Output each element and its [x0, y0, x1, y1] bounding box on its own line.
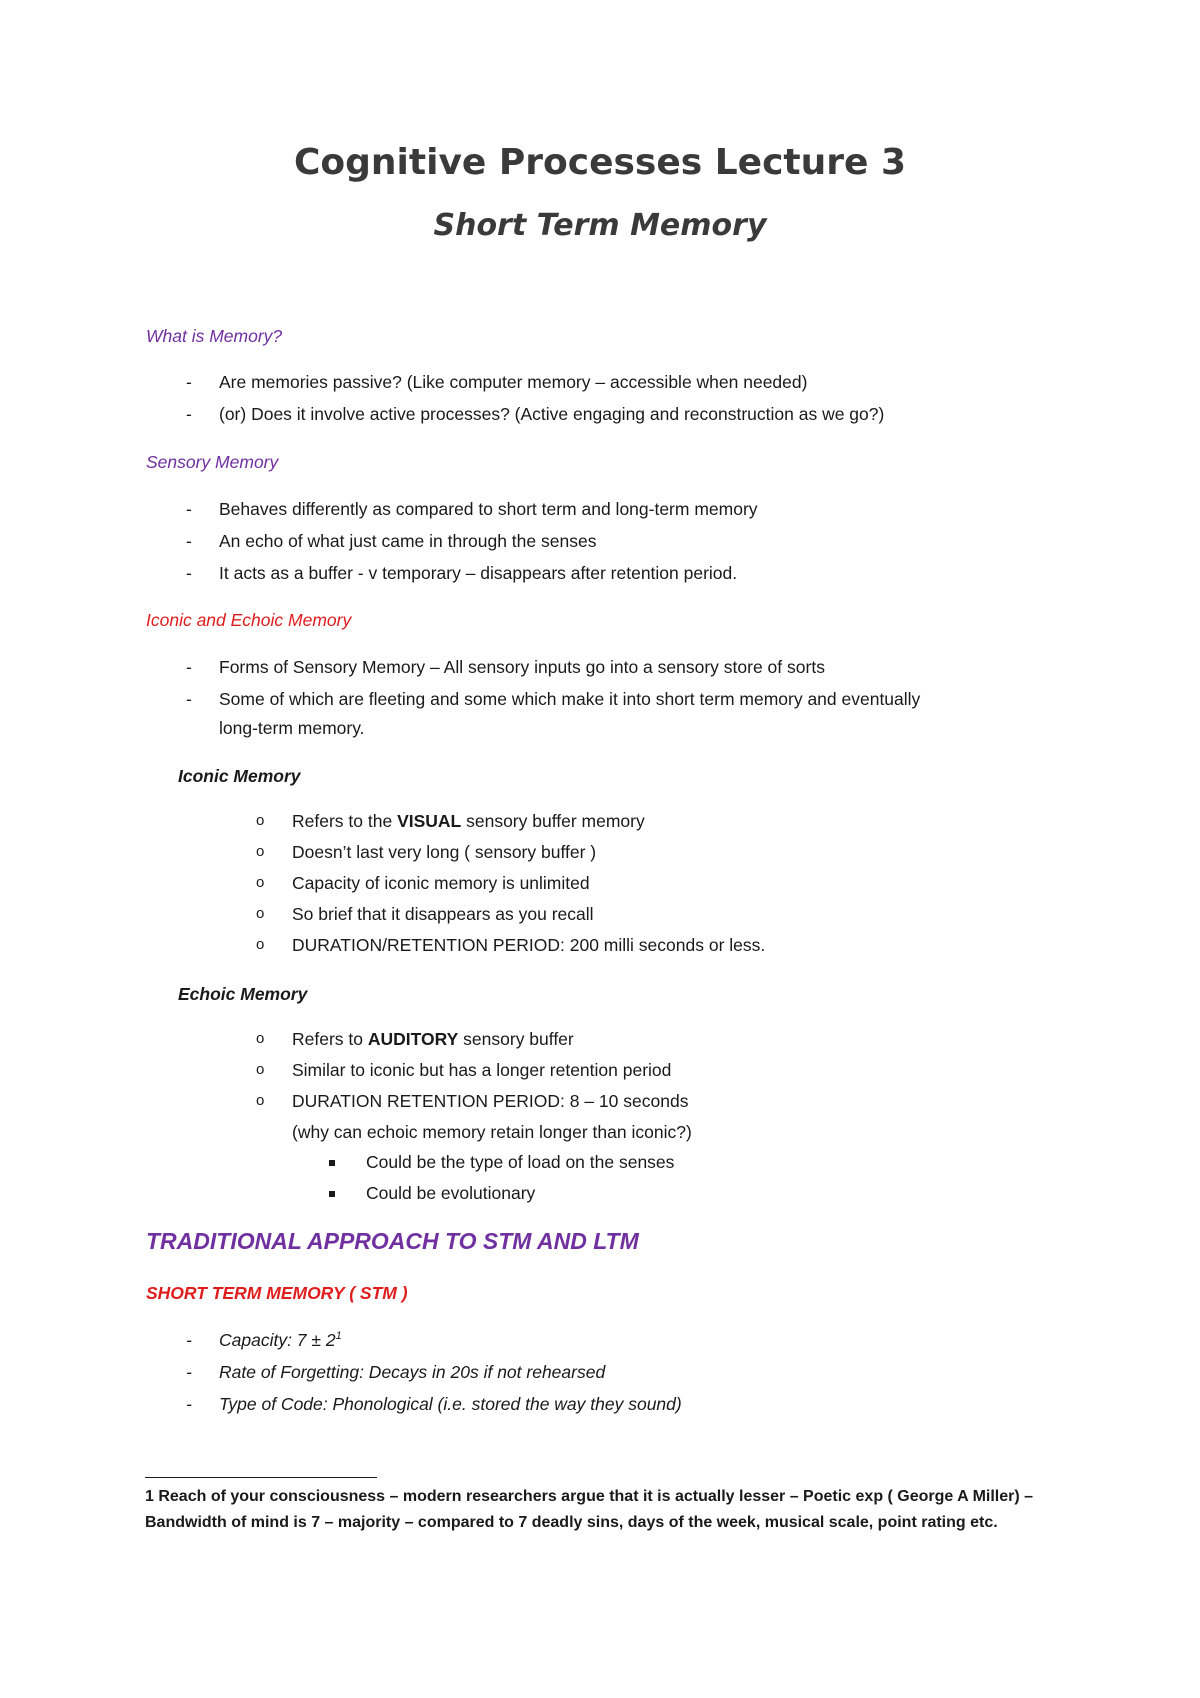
list-item-text: Type of Code: Phonological (i.e. stored the way they sound) — [219, 1394, 682, 1414]
circle-marker: o — [256, 1061, 265, 1078]
doc-title: Cognitive Processes Lecture 3 — [294, 142, 906, 183]
square-bullet — [329, 1160, 335, 1166]
dash-marker: - — [186, 404, 192, 424]
list-item-text: DURATION/RETENTION PERIOD: 200 milli seconds or less. — [292, 935, 766, 955]
list-item-text: Are memories passive? (Like computer memory – accessible when needed) — [219, 372, 808, 392]
footnote-ref[interactable]: 1 — [335, 1330, 342, 1343]
list-item-text: (or) Does it involve active processes? (Active engaging and reconstruction as we go?) — [219, 404, 885, 424]
dash-marker: - — [186, 563, 192, 583]
circle-marker: o — [256, 905, 265, 922]
list-item-text: Refers to the VISUAL sensory buffer memory — [292, 811, 645, 831]
footnote-text: 1 Reach of your consciousness – modern researchers argue that it is actually lesser – Poetic exp ( George A Miller) – Bandwidth of mind is 7 – majority – compared to 7 deadly sins, days of the week, musical scale, point rating etc. — [145, 1488, 1034, 1531]
list-item-text: Capacity of iconic memory is unlimited — [292, 873, 590, 893]
dash-marker: - — [186, 1330, 192, 1350]
dash-marker: - — [186, 657, 192, 677]
list-item-text: Refers to AUDITORY sensory buffer — [292, 1029, 574, 1049]
subsection-heading-iconic: Iconic Memory — [178, 766, 301, 786]
circle-marker: o — [256, 874, 265, 891]
list-item-text: Forms of Sensory Memory – All sensory inputs go into a sensory store of sorts — [219, 657, 825, 677]
list-item-text: Could be the type of load on the senses — [366, 1152, 675, 1172]
dash-marker: - — [186, 499, 192, 519]
list-item-text: It acts as a buffer - v temporary – disappears after retention period. — [219, 563, 738, 583]
circle-marker: o — [256, 936, 265, 953]
doc-subtitle: Short Term Memory — [433, 208, 767, 243]
list-item-text: Capacity: $7 \pm 2^1$ — [219, 1330, 342, 1350]
list-item-text: Doesn’t last very long ( sensory buffer ) — [292, 842, 597, 862]
section-heading-iconic-echoic: Iconic and Echoic Memory — [146, 610, 352, 630]
circle-marker: o — [256, 1092, 265, 1109]
footnote-separator — [145, 1477, 377, 1478]
circle-marker: o — [256, 843, 265, 860]
dash-marker: - — [186, 372, 192, 392]
list-item-text: Could be evolutionary — [366, 1183, 536, 1203]
square-bullet — [329, 1191, 335, 1197]
list-item-text: DURATION RETENTION PERIOD: 8 – 10 seconds — [292, 1091, 689, 1111]
list-item-text: Some of which are fleeting and some which make it into short term memory and eventually — [219, 689, 921, 709]
dash-marker: - — [186, 1394, 192, 1414]
list-item-text: Behaves differently as compared to short term and long-term memory — [219, 499, 758, 519]
dash-marker: - — [186, 1362, 192, 1382]
circle-marker: o — [256, 1030, 265, 1047]
section-heading-what-is-memory: What is Memory? — [146, 326, 283, 346]
dash-marker: - — [186, 689, 192, 709]
subsection-heading-echoic: Echoic Memory — [178, 984, 308, 1004]
section-heading-traditional: TRADITIONAL APPROACH TO STM AND LTM — [146, 1228, 639, 1254]
list-item-text: So brief that it disappears as you recall — [292, 904, 594, 924]
section-heading-stm: SHORT TERM MEMORY ( STM ) — [146, 1283, 408, 1303]
list-item-continuation: long-term memory. — [219, 718, 365, 738]
section-heading-sensory-memory: Sensory Memory — [146, 452, 279, 472]
dash-marker: - — [186, 531, 192, 551]
list-item-text: Similar to iconic but has a longer retention period — [292, 1060, 672, 1080]
list-item-text: An echo of what just came in through the senses — [219, 531, 597, 551]
list-item-text: Rate of Forgetting: Decays in 20s if not rehearsed — [219, 1362, 606, 1382]
list-item-continuation: (why can echoic memory retain longer than iconic?) — [292, 1122, 692, 1142]
circle-marker: o — [256, 812, 265, 829]
